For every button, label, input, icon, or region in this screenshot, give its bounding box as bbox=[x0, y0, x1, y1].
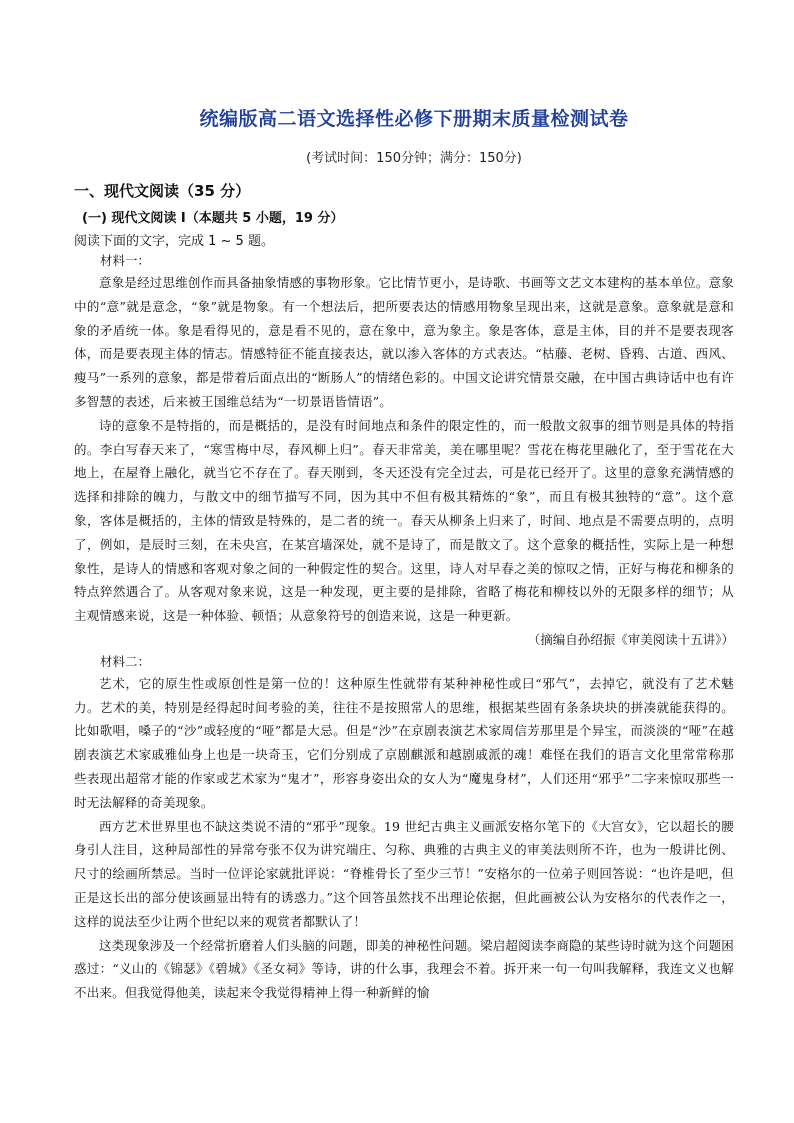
exam-title: 统编版高二语文选择性必修下册期末质量检测试卷 bbox=[199, 108, 629, 130]
material-two-paragraph: 西方艺术世界里也不缺这类说不清的“邪乎”现象。19 世纪古典主义画派安格尔笔下的《大宫女》，它以超长的腰身引人注目，这种局部性的异常夸张不仅为讲究端庄、匀称、典雅的古典主义的审美法则所不许，也为一般讲比例、尺寸的绘画所禁忌。当时一位评论家就批评说：“脊椎骨长了至少三节！”安格尔的一位弟子则回答说：“也许是吧，但正是这长出的部分使该画显出特有的诱惑力。”这个回答虽然找不出理论依据，但此画被公认为安格尔的代表作之一，这样的说法至少让两个世纪以来的观赏者都默认了！ bbox=[74, 818, 734, 929]
material-one-paragraph: 意象是经过思维创作而具备抽象情感的事物形象。它比情节更小，是诗歌、书画等文艺文本建构的基本单位。意象中的“意”就是意念，“象”就是物象。有一个想法后，把所要表达的情感用物象呈现出来，这就是意象。意象就是意和象的矛盾统一体。象是看得见的，意是看不见的，意在象中，意为象主。象是客体，意是主体，目的并不是要表现客体，而是要表现主体的情志。情感特征不能直接表达，就以渗入客体的方式表达。“枯藤、老树、昏鸦、古道、西风、瘦马”一系列的意象，都是带着后面点出的“断肠人”的情绪色彩的。中国文论讲究情景交融，在中国古典诗话中也有许多智慧的表述，后来被王国维总结为“一切景语皆情语”。 bbox=[74, 275, 735, 409]
material-two-paragraph: 这类现象涉及一个经常折磨着人们头脑的问题，即美的神秘性问题。梁启超阅读李商隐的某些诗时就为这个问题困惑过：“义山的《锦瑟》《碧城》《圣女祠》等诗，讲的什么事，我理会不着。拆开来一句一句叫我解释，我连文义也解不出来。但我觉得他美，读起来令我觉得精神上得一种新鲜的愉 bbox=[74, 937, 735, 1001]
section-heading: 一、现代文阅读（35 分） bbox=[74, 182, 251, 200]
reading-instruction: 阅读下面的文字，完成 1 ~ 5 题。 bbox=[74, 234, 274, 249]
exam-time-info: (考试时间：150分钟；满分：150分) bbox=[306, 151, 522, 166]
material-one-source: （摘编自孙绍振《审美阅读十五讲》） bbox=[527, 631, 734, 647]
material-two-paragraph: 艺术，它的原生性或原创性是第一位的！这种原生性就带有某种神秘性或曰“邪气”，去掉它，就没有了艺术魅力。艺术的美，特别是经得起时间考验的美，往往不是按照常人的思维，根据某些固有条条块块的拼凑就能获得的。比如歌唱，嗓子的“沙”或轻度的“哑”都是大忌。但是“沙”在京剧表演艺术家周信芳那里是个异宝，而淡淡的“哑”在越剧表演艺术家戚雅仙身上也是一块奇玉，它们分别成了京剧麒派和越剧戚派的魂！难怪在我们的语言文化里常常称那些表现出超常才能的作家或艺术家为“鬼才”，形容身姿出众的女人为“魔鬼身材”，人们还用“邪乎”二字来惊叹那些一时无法解释的奇美现象。 bbox=[74, 675, 735, 810]
subsection-heading: (一) 现代文阅读 I（本题共 5 小题，19 分） bbox=[82, 211, 344, 226]
material-one-label: 材料一： bbox=[100, 253, 151, 268]
material-two-label: 材料二： bbox=[100, 653, 151, 669]
material-one-paragraph: 诗的意象不是特指的，而是概括的，是没有时间地点和条件的限定性的，而一般散文叙事的细节则是具体的特指的。李白写春天来了，“寒雪梅中尽，春风柳上归”。春天非常美，美在哪里呢？雪花在梅花里融化了，至于雪花在大地上，在屋脊上融化，就当它不存在了。春天刚到，冬天还没有完全过去，可是花已经开了。这里的意象充满情感的选择和排除的魄力，与散文中的细节描写不同，因为其中不但有极其精炼的“象”，而且有极其独特的“意”。这个意象，客体是概括的，主体的情致是特殊的，是二者的统一。春天从柳条上归来了，时间、地点是不需要点明的，点明了，例如，是辰时三刻，在未央宫，在某宫墙深处，就不是诗了，而是散文了。这个意象的概括性，实际上是一种想象性，是诗人的情感和客观对象之间的一种假定性的契合。这里，诗人对早春之美的惊叹之情，正好与梅花和柳条的特点猝然遇合了。从客观对象来说，这是一种发现，更主要的是排除，省略了梅花和柳枝以外的无限多样的细节；从主观情感来说，这是一种体验、顿悟；从意象符号的创造来说，这是一种更新。 bbox=[74, 417, 734, 624]
